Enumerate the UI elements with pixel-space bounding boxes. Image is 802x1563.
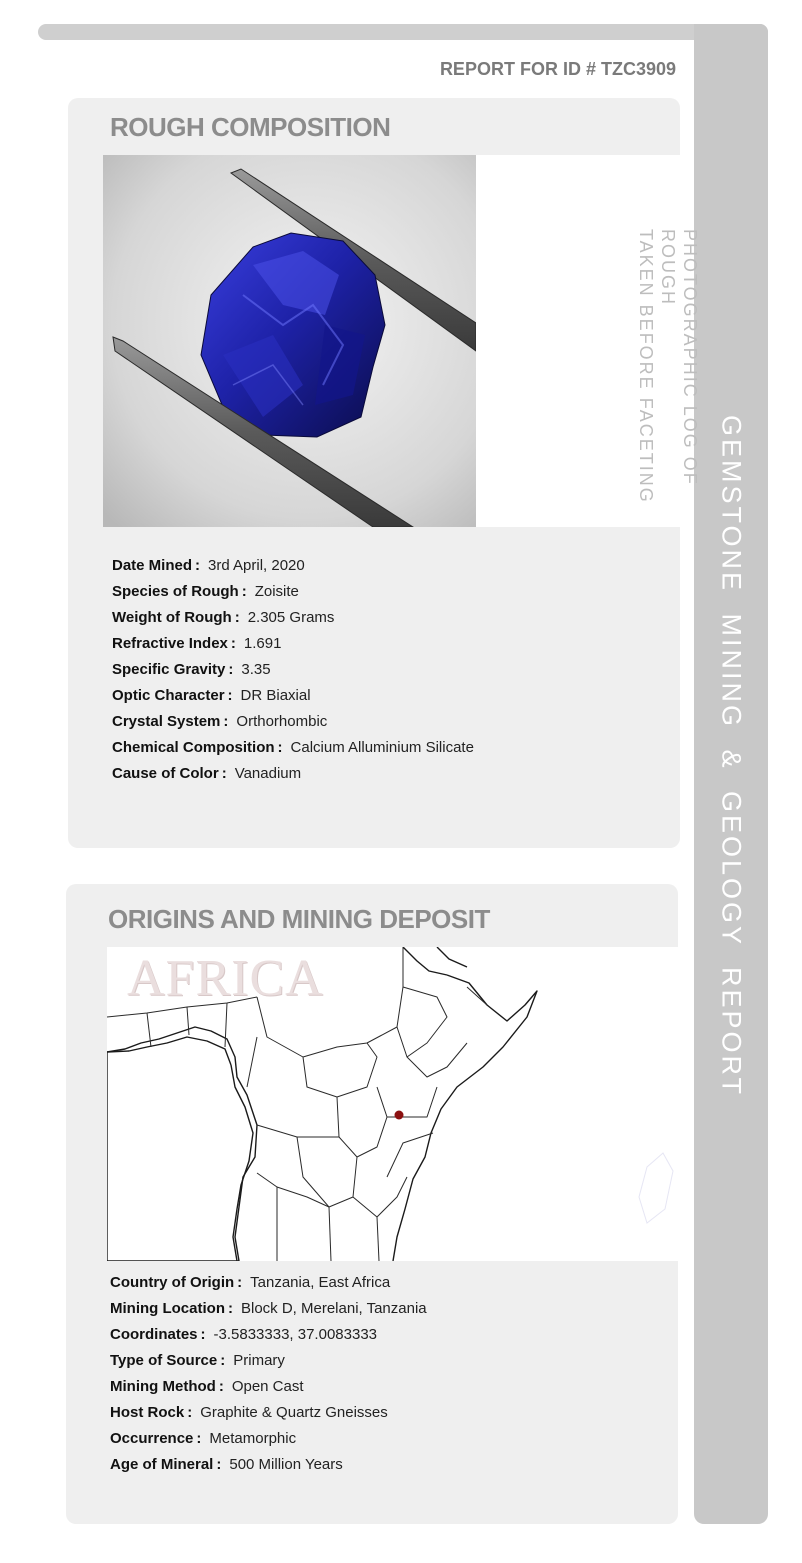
property-label: Age of Mineral [110,1456,214,1473]
photo-caption [635,229,701,527]
property-value: Graphite & Quartz Gneisses [200,1404,388,1421]
property-label: Type of Source [110,1352,218,1369]
property-value: Open Cast [231,1378,304,1395]
property-value: 1.691 [243,635,282,652]
rough-composition-panel [68,98,700,848]
property-coordinates: Coordinates : -3.5833333, 37.0083333 [110,1326,377,1343]
property-value: DR Biaxial [240,687,311,704]
property-value: Block D, Merelani, Tanzania [240,1300,427,1317]
property-weight: Weight of Rough : 2.305 Grams [112,609,335,626]
property-label: Mining Method [110,1378,216,1395]
property-species: Species of Rough : Zoisite [112,583,299,600]
rough-gem-photo [103,155,476,527]
report-id-heading: REPORT FOR ID # TZC3909 [439,59,676,79]
property-value: 500 Million Years [229,1456,343,1473]
property-refractive-index: Refractive Index : 1.691 [112,635,282,652]
rough-composition-title: ROUGH COMPOSITION [110,112,391,142]
property-label: Occurrence [110,1430,194,1447]
top-frame-bar [38,24,768,40]
property-date-mined: Date Mined : 3rd April, 2020 [112,557,305,574]
origin-properties-list [110,1273,427,1481]
property-label: Host Rock [110,1404,185,1421]
photo-caption-line1: PHOTOGRAPHIC LOG OF ROUGH [658,229,700,486]
property-value: Metamorphic [209,1430,297,1447]
property-label: Crystal System [112,713,221,730]
property-type-of-source: Type of Source : Primary [110,1352,285,1369]
mining-location-marker [395,1111,404,1120]
property-chemical-composition: Chemical Composition : Calcium Alluminium Silicate [112,739,474,756]
property-value: Orthorhombic [236,713,328,730]
origins-panel [66,884,678,1524]
property-label: Chemical Composition [112,739,275,756]
property-cause-of-color: Cause of Color : Vanadium [112,765,302,782]
side-report-title: GEMSTONE MINING & GEOLOGY REPORT [716,414,747,1098]
property-label: Specific Gravity [112,661,226,678]
property-specific-gravity: Specific Gravity : 3.35 [112,661,271,678]
rough-properties-list [112,556,474,790]
property-label: Cause of Color [112,765,219,782]
property-label: Weight of Rough [112,609,232,626]
property-value: 3rd April, 2020 [208,557,305,574]
property-mining-location: Mining Location : Block D, Merelani, Tanzania [110,1300,427,1317]
property-value: Zoisite [254,583,299,600]
property-label: Coordinates [110,1326,198,1343]
property-label: Country of Origin [110,1274,235,1291]
origin-map [107,947,678,1261]
property-country-of-origin: Country of Origin : Tanzania, East Africa [110,1274,391,1291]
rough-photo-area [103,155,700,527]
property-crystal-system: Crystal System : Orthorhombic [112,713,328,730]
property-optic-character: Optic Character : DR Biaxial [112,687,311,704]
property-value: 3.35 [241,661,271,678]
property-label: Date Mined [112,557,193,574]
property-label: Refractive Index [112,635,228,652]
origins-title: ORIGINS AND MINING DEPOSIT [108,904,490,934]
property-value: Vanadium [234,765,302,782]
property-occurrence: Occurrence : Metamorphic [110,1430,297,1447]
property-value: -3.5833333, 37.0083333 [213,1326,377,1343]
property-value: Tanzania, East Africa [250,1274,391,1291]
property-label: Optic Character [112,687,225,704]
map-region-label: AFRICA [127,950,324,1007]
property-mining-method: Mining Method : Open Cast [110,1378,304,1395]
property-value: Calcium Alluminium Silicate [290,739,474,756]
property-label: Mining Location [110,1300,225,1317]
property-age-of-mineral: Age of Mineral : 500 Million Years [110,1456,343,1473]
property-value: 2.305 Grams [247,609,335,626]
property-label: Species of Rough [112,583,239,600]
property-value: Primary [233,1352,285,1369]
photo-caption-line2: TAKEN BEFORE FACETING [636,229,656,504]
property-host-rock: Host Rock : Graphite & Quartz Gneisses [110,1404,388,1421]
